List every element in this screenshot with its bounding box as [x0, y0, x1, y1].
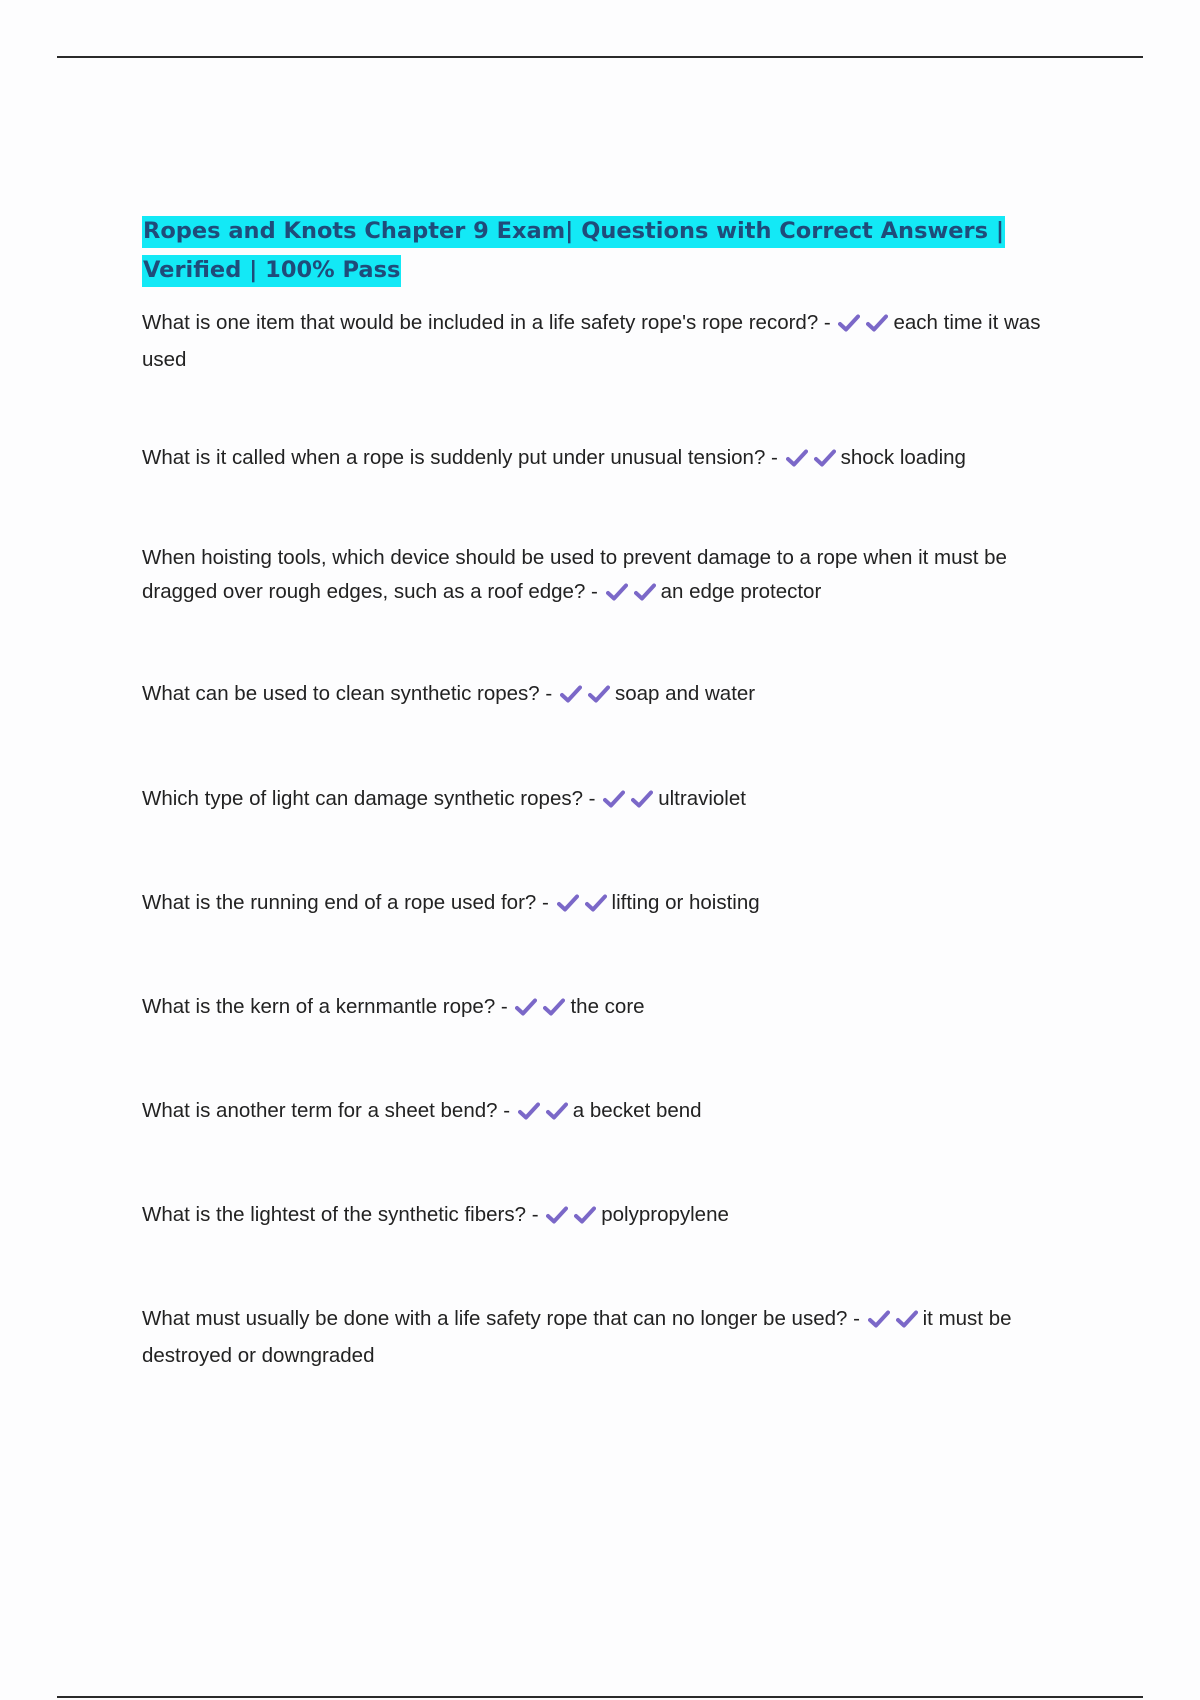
answer-text: a becket bend: [572, 1099, 702, 1122]
document-body: [142, 212, 1062, 1373]
double-check-icon: [518, 1097, 571, 1131]
double-check-icon: [546, 1201, 599, 1235]
check-icon: [814, 449, 836, 467]
answer-text: ultraviolet: [658, 787, 746, 810]
answer-text: polypropylene: [601, 1203, 729, 1226]
answer-text: it must be destroyed or downgraded: [142, 1307, 1012, 1367]
question-text: What is the running end of a rope used for? -: [142, 891, 549, 914]
check-icon: [603, 790, 625, 808]
qa-item: [142, 990, 1062, 1027]
double-check-icon: [606, 578, 659, 612]
double-check-icon: [786, 444, 839, 478]
double-check-icon: [515, 993, 568, 1027]
title-highlight: Ropes and Knots Chapter 9 Exam| Questions with Correct Answers | Verified | 100% Pass: [142, 216, 1005, 287]
check-icon: [868, 1310, 890, 1328]
check-icon: [574, 1206, 596, 1224]
check-icon: [896, 1310, 918, 1328]
qa-item: [142, 441, 1062, 478]
check-icon: [518, 1102, 540, 1120]
check-icon: [631, 790, 653, 808]
qa-item: [142, 1302, 1062, 1373]
answer-text: lifting or hoisting: [611, 891, 760, 914]
check-icon: [786, 449, 808, 467]
question-text: What can be used to clean synthetic ropes? -: [142, 682, 553, 705]
header-rule: [57, 56, 1143, 58]
check-icon: [543, 998, 565, 1016]
question-text: What is it called when a rope is suddenly put under unusual tension? -: [142, 446, 778, 469]
check-icon: [838, 314, 860, 332]
qa-item: [142, 677, 1062, 714]
answer-text: shock loading: [840, 446, 966, 469]
answer-text: each time it was used: [142, 311, 1041, 371]
double-check-icon: [560, 680, 613, 714]
double-check-icon: [557, 889, 610, 923]
answer-text: an edge protector: [660, 580, 822, 603]
document-title: [142, 212, 1062, 290]
qa-item: [142, 1094, 1062, 1131]
qa-item: [142, 541, 1062, 612]
answer-text: the core: [570, 995, 645, 1018]
check-icon: [546, 1206, 568, 1224]
question-text: Which type of light can damage synthetic ropes? -: [142, 787, 596, 810]
check-icon: [515, 998, 537, 1016]
check-icon: [634, 583, 656, 601]
qa-item: [142, 1198, 1062, 1235]
answer-text: soap and water: [614, 682, 756, 705]
question-text: When hoisting tools, which device should be used to prevent damage to a rope when it must be dragged over rough edges, such as a roof edge? -: [142, 546, 1007, 603]
question-text: What is the kern of a kernmantle rope? -: [142, 995, 508, 1018]
question-text: What is another term for a sheet bend? -: [142, 1099, 511, 1122]
check-icon: [585, 894, 607, 912]
check-icon: [546, 1102, 568, 1120]
check-icon: [866, 314, 888, 332]
double-check-icon: [603, 785, 656, 819]
question-text: What is one item that would be included in a life safety rope's rope record? -: [142, 311, 831, 334]
question-text: What must usually be done with a life safety rope that can no longer be used? -: [142, 1307, 860, 1330]
qa-item: [142, 782, 1062, 819]
footer-rule: [57, 1696, 1143, 1698]
double-check-icon: [838, 309, 891, 343]
check-icon: [606, 583, 628, 601]
check-icon: [557, 894, 579, 912]
qa-item: [142, 886, 1062, 923]
check-icon: [588, 685, 610, 703]
double-check-icon: [868, 1305, 921, 1339]
question-text: What is the lightest of the synthetic fibers? -: [142, 1203, 539, 1226]
qa-item: [142, 306, 1062, 377]
check-icon: [560, 685, 582, 703]
